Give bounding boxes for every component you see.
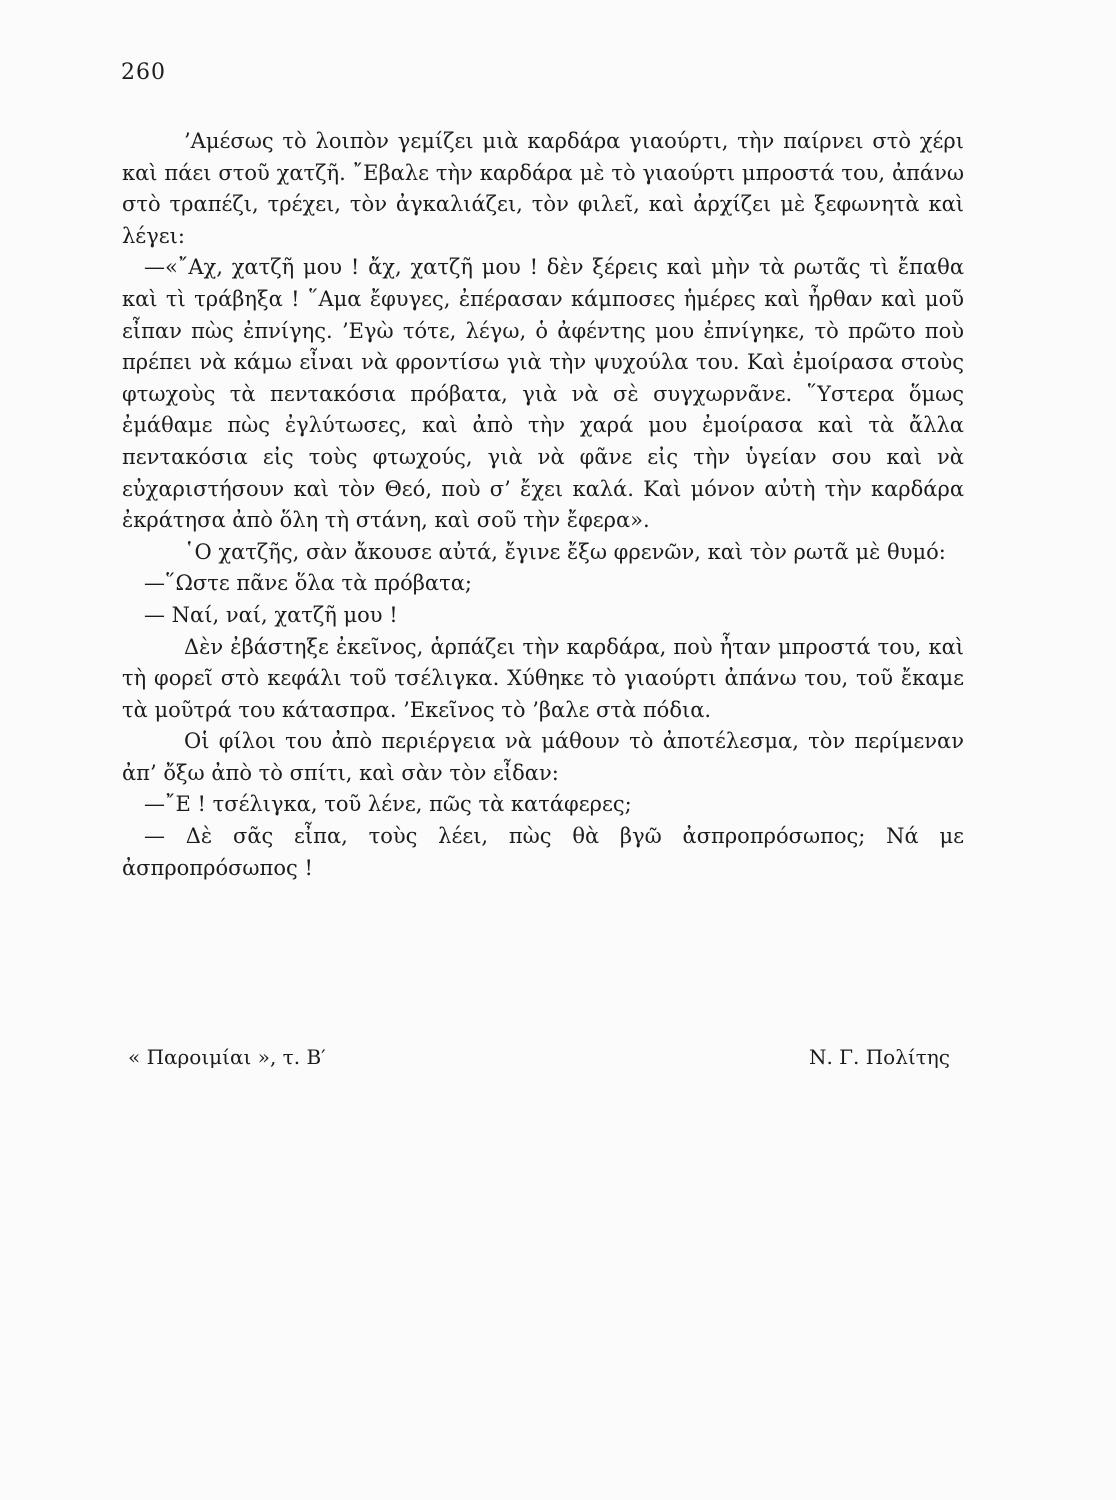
dialogue-line: —«῎Αχ, χατζῆ μου ! ἄχ, χατζῆ μου ! δὲν ξέρεις καὶ μὴν τὰ ρωτᾶς τὶ ἔπαθα καὶ τὶ τράβηξα ! ῞Αμα ἔφυγες, ἐπέρασαν κάμποσες ἡμέρες καὶ ἦρθαν καὶ μοῦ εἶπαν πὼς ἐπνίγης. ’Εγὼ τότε, λέγω, ὁ ἀφέντης μου ἐπνίγηκε, τὸ πρῶτο ποὺ πρέπει νὰ κάμω εἶναι νὰ φροντίσω γιὰ τὴν ψυχούλα του. Καὶ ἐμοίρασα στοὺς φτωχοὺς τὰ πεντακόσια πρόβατα, γιὰ νὰ σὲ συγχωρνᾶνε. ῞Υστερα ὅμως ἐμάθαμε πὼς ἐγλύτωσες, καὶ ἀπὸ τὴν χαρά μου ἐμοίρασα καὶ τὰ ἄλλα πεντακόσια εἰς τοὺς φτωχούς, γιὰ νὰ φᾶνε εἰς τὴν ὑγείαν σου καὶ νὰ εὐχαριστήσουν καὶ τὸν Θεό, ποὺ σ’ ἔχει καλά. Καὶ μόνον αὐτὴ τὴν καρδάρα ἐκράτησα ἀπὸ ὅλη τὴ στάνη, καὶ σοῦ τὴν ἔφερα».: [122, 255, 964, 533]
dialogue-line: — Ναί, ναί, χατζῆ μου !: [144, 602, 398, 627]
citation-row: [122, 1045, 964, 1069]
body-text: [122, 126, 964, 884]
paragraph: Δὲν ἐβάστηξε ἐκεῖνος, ἁρπάζει τὴν καρδάρα, ποὺ ἦταν μπροστά του, καὶ τὴ φορεῖ στὸ κεφάλι τοῦ τσέλιγκα. Χύθηκε τὸ γιαούρτι ἀπάνω του, τοῦ ἔκαμε τὰ μοῦτρά του κάτασπρα. ’Εκεῖνος τὸ ’βαλε στὰ πόδια.: [122, 634, 964, 722]
dialogue-line: — Δὲ σᾶς εἶπα, τοὺς λέει, πὼς θὰ βγῶ ἀσπροπρόσωπος; Νά με ἀσπροπρόσωπος !: [122, 824, 964, 880]
source-citation: « Παροιμίαι », τ. Β′: [128, 1045, 326, 1069]
author-name: Ν. Γ. Πολίτης: [808, 1045, 950, 1069]
page-number: 260: [121, 60, 166, 85]
paragraph: ῾Ο χατζῆς, σὰν ἄκουσε αὐτά, ἔγινε ἔξω φρενῶν, καὶ τὸν ρωτᾶ μὲ θυμό:: [184, 539, 946, 564]
dialogue-line: —῎Ε ! τσέλιγκα, τοῦ λένε, πῶς τὰ κατάφερες;: [144, 792, 632, 817]
dialogue-line: —῞Ωστε πᾶνε ὅλα τὰ πρόβατα;: [144, 571, 472, 596]
paragraph: ’Αμέσως τὸ λοιπὸν γεμίζει μιὰ καρδάρα γιαούρτι, τὴν παίρνει στὸ χέρι καὶ πάει στοῦ χατζῆ. ῎Εβαλε τὴν καρδάρα μὲ τὸ γιαούρτι μπροστά του, ἀπάνω στὸ τραπέζι, τρέχει, τὸν ἀγκαλιάζει, τὸν φιλεῖ, καὶ ἀρχίζει μὲ ξεφωνητὰ καὶ λέγει:: [122, 129, 964, 248]
paragraph: Οἱ φίλοι του ἀπὸ περιέργεια νὰ μάθουν τὸ ἀποτέλεσμα, τὸν περίμεναν ἀπ’ ὄξω ἀπὸ τὸ σπίτι, καὶ σὰν τὸν εἶδαν:: [122, 729, 964, 785]
